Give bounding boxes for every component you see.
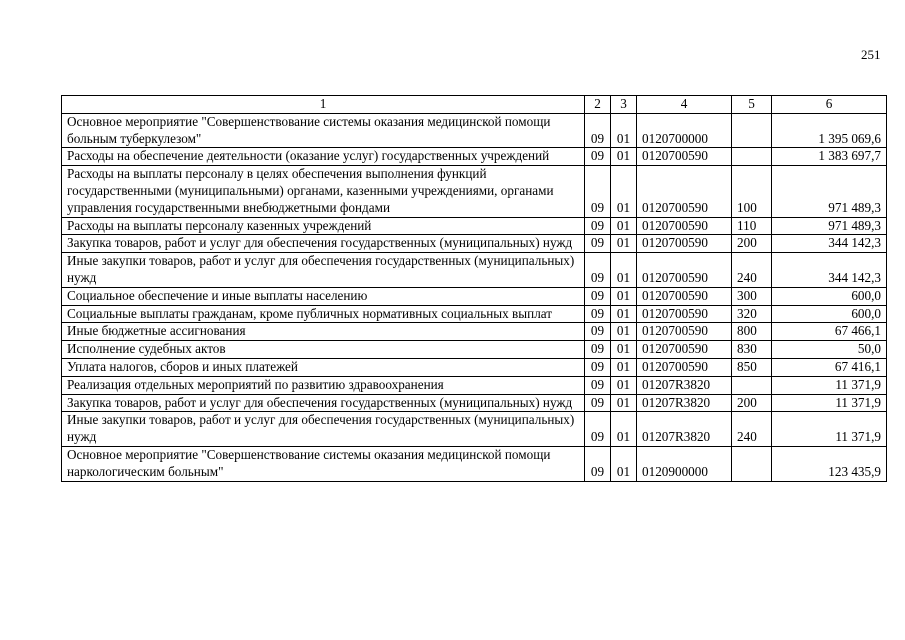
cell-subsection: 01 <box>611 287 637 305</box>
cell-section: 09 <box>585 394 611 412</box>
cell-subsection: 01 <box>611 148 637 166</box>
cell-section: 09 <box>585 235 611 253</box>
cell-target-article: 0120700590 <box>637 305 732 323</box>
cell-target-article: 0120700590 <box>637 287 732 305</box>
cell-target-article: 0120900000 <box>637 446 732 481</box>
cell-amount: 344 142,3 <box>772 253 887 288</box>
cell-target-article: 0120700000 <box>637 113 732 148</box>
cell-subsection: 01 <box>611 341 637 359</box>
cell-expense-type: 300 <box>732 287 772 305</box>
table-row <box>62 166 887 217</box>
cell-description: Расходы на выплаты персоналу в целях обеспечения выполнения функций государственными (муниципальными) органами, казенными учреждениями, органами управления государственными внебюджетными фондами <box>62 166 585 217</box>
table-row <box>62 376 887 394</box>
cell-section: 09 <box>585 323 611 341</box>
cell-amount: 67 466,1 <box>772 323 887 341</box>
cell-expense-type <box>732 113 772 148</box>
cell-amount: 11 371,9 <box>772 412 887 447</box>
cell-section: 09 <box>585 341 611 359</box>
cell-target-article: 0120700590 <box>637 235 732 253</box>
table-row <box>62 341 887 359</box>
cell-description: Основное мероприятие "Совершенствование системы оказания медицинской помощи больным туберкулезом" <box>62 113 585 148</box>
cell-description: Иные закупки товаров, работ и услуг для обеспечения государственных (муниципальных) нужд <box>62 253 585 288</box>
cell-target-article: 0120700590 <box>637 166 732 217</box>
cell-subsection: 01 <box>611 394 637 412</box>
table-row <box>62 235 887 253</box>
cell-expense-type <box>732 446 772 481</box>
cell-target-article: 0120700590 <box>637 323 732 341</box>
cell-subsection: 01 <box>611 323 637 341</box>
table-row <box>62 253 887 288</box>
cell-subsection: 01 <box>611 412 637 447</box>
cell-subsection: 01 <box>611 376 637 394</box>
cell-amount: 11 371,9 <box>772 394 887 412</box>
cell-amount: 1 395 069,6 <box>772 113 887 148</box>
cell-expense-type: 240 <box>732 412 772 447</box>
cell-description: Уплата налогов, сборов и иных платежей <box>62 358 585 376</box>
column-header: 5 <box>732 96 772 114</box>
cell-amount: 1 383 697,7 <box>772 148 887 166</box>
cell-amount: 971 489,3 <box>772 217 887 235</box>
table-row <box>62 305 887 323</box>
cell-expense-type: 850 <box>732 358 772 376</box>
cell-section: 09 <box>585 166 611 217</box>
cell-expense-type: 320 <box>732 305 772 323</box>
cell-target-article: 0120700590 <box>637 217 732 235</box>
cell-section: 09 <box>585 148 611 166</box>
cell-description: Закупка товаров, работ и услуг для обеспечения государственных (муниципальных) нужд <box>62 394 585 412</box>
cell-expense-type <box>732 148 772 166</box>
cell-target-article: 0120700590 <box>637 253 732 288</box>
cell-subsection: 01 <box>611 217 637 235</box>
cell-subsection: 01 <box>611 166 637 217</box>
table-row <box>62 217 887 235</box>
cell-target-article: 0120700590 <box>637 358 732 376</box>
cell-expense-type: 800 <box>732 323 772 341</box>
cell-section: 09 <box>585 412 611 447</box>
cell-subsection: 01 <box>611 235 637 253</box>
column-header: 6 <box>772 96 887 114</box>
cell-description: Исполнение судебных актов <box>62 341 585 359</box>
budget-table <box>61 95 887 482</box>
cell-section: 09 <box>585 446 611 481</box>
cell-amount: 11 371,9 <box>772 376 887 394</box>
cell-description: Иные закупки товаров, работ и услуг для обеспечения государственных (муниципальных) нужд <box>62 412 585 447</box>
cell-description: Расходы на выплаты персоналу казенных учреждений <box>62 217 585 235</box>
cell-expense-type: 200 <box>732 394 772 412</box>
cell-target-article: 01207R3820 <box>637 394 732 412</box>
cell-amount: 344 142,3 <box>772 235 887 253</box>
cell-target-article: 0120700590 <box>637 341 732 359</box>
table-header-row <box>62 96 887 114</box>
cell-subsection: 01 <box>611 253 637 288</box>
cell-expense-type: 100 <box>732 166 772 217</box>
cell-amount: 50,0 <box>772 341 887 359</box>
cell-description: Расходы на обеспечение деятельности (оказание услуг) государственных учреждений <box>62 148 585 166</box>
cell-expense-type: 200 <box>732 235 772 253</box>
cell-amount: 600,0 <box>772 287 887 305</box>
table-row <box>62 287 887 305</box>
cell-subsection: 01 <box>611 113 637 148</box>
cell-amount: 971 489,3 <box>772 166 887 217</box>
cell-subsection: 01 <box>611 305 637 323</box>
cell-target-article: 01207R3820 <box>637 412 732 447</box>
cell-section: 09 <box>585 287 611 305</box>
column-header: 4 <box>637 96 732 114</box>
table-row <box>62 446 887 481</box>
column-header: 1 <box>62 96 585 114</box>
cell-target-article: 0120700590 <box>637 148 732 166</box>
column-header: 3 <box>611 96 637 114</box>
cell-amount: 600,0 <box>772 305 887 323</box>
table-row <box>62 323 887 341</box>
column-header: 2 <box>585 96 611 114</box>
cell-section: 09 <box>585 217 611 235</box>
cell-amount: 67 416,1 <box>772 358 887 376</box>
cell-amount: 123 435,9 <box>772 446 887 481</box>
cell-expense-type: 830 <box>732 341 772 359</box>
cell-description: Закупка товаров, работ и услуг для обеспечения государственных (муниципальных) нужд <box>62 235 585 253</box>
cell-subsection: 01 <box>611 358 637 376</box>
cell-subsection: 01 <box>611 446 637 481</box>
cell-section: 09 <box>585 376 611 394</box>
table-row <box>62 148 887 166</box>
table-row <box>62 412 887 447</box>
cell-description: Основное мероприятие "Совершенствование системы оказания медицинской помощи наркологическим больным" <box>62 446 585 481</box>
table-row <box>62 394 887 412</box>
cell-section: 09 <box>585 253 611 288</box>
cell-section: 09 <box>585 113 611 148</box>
cell-description: Социальные выплаты гражданам, кроме публичных нормативных социальных выплат <box>62 305 585 323</box>
page-number: 251 <box>861 47 881 62</box>
cell-expense-type: 240 <box>732 253 772 288</box>
table-row <box>62 113 887 148</box>
cell-description: Иные бюджетные ассигнования <box>62 323 585 341</box>
cell-section: 09 <box>585 305 611 323</box>
cell-description: Социальное обеспечение и иные выплаты населению <box>62 287 585 305</box>
table-row <box>62 358 887 376</box>
cell-description: Реализация отдельных мероприятий по развитию здравоохранения <box>62 376 585 394</box>
cell-target-article: 01207R3820 <box>637 376 732 394</box>
cell-expense-type <box>732 376 772 394</box>
cell-expense-type: 110 <box>732 217 772 235</box>
cell-section: 09 <box>585 358 611 376</box>
